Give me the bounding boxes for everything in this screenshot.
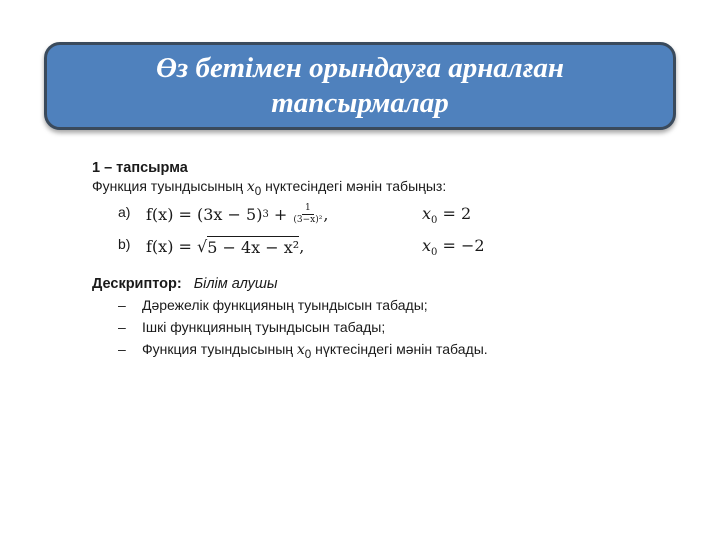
formula-b-radicand: 5 − 4x − x² <box>207 237 300 257</box>
task-intro <box>92 178 446 198</box>
descriptor-title: Дескриптор: <box>92 276 182 292</box>
list-item: – Дәрежелік функцияның туындысын табады; <box>118 294 488 316</box>
formula-a-power: 3 <box>262 208 269 220</box>
fraction-numerator: 1 <box>302 203 314 215</box>
fraction-denominator: (3−x)² <box>293 214 323 225</box>
descriptor-list <box>118 294 488 366</box>
list-item <box>118 338 488 366</box>
formula-a-start: f(x) = (3x − 5) <box>146 204 263 224</box>
descriptor-subtitle: Білім алушы <box>193 276 278 292</box>
item-text-before: Функция туындысының <box>142 341 297 357</box>
formula-a-tail: , <box>323 204 329 224</box>
equation-a-point <box>422 204 471 226</box>
item-variable: x <box>296 342 305 358</box>
formula-a-fraction <box>293 203 322 226</box>
descriptor-section <box>92 276 612 361</box>
equation-b-label: b) <box>118 236 131 252</box>
page-title: Өз бетімен орындауға арналған тапсырмалар <box>155 52 564 119</box>
equation-a-formula <box>146 202 328 226</box>
point-b-subscript: 0 <box>431 247 438 259</box>
intro-subscript: 0 <box>254 184 262 198</box>
point-b-variable: x <box>422 236 432 255</box>
list-item: – Ішкі функцияның туындысын табады; <box>118 316 488 338</box>
formula-b-start: f(x) = √ <box>146 236 208 256</box>
equation-b-formula <box>146 234 304 258</box>
point-a-subscript: 0 <box>431 215 438 227</box>
point-b-value: = −2 <box>437 236 485 255</box>
formula-b-tail: , <box>299 236 305 256</box>
item-text-after: нүктесіндегі мәнін табады. <box>311 341 488 357</box>
point-a-variable: x <box>422 204 432 223</box>
intro-variable: x <box>246 179 255 195</box>
descriptor-heading <box>92 276 612 292</box>
equation-b-point <box>422 236 485 258</box>
intro-text-after: нүктесіндегі мәнін табыңыз: <box>261 178 447 194</box>
point-a-value: = 2 <box>437 204 472 223</box>
item-subscript: 0 <box>304 347 312 361</box>
formula-a-plus: + <box>268 204 293 224</box>
intro-text-before: Функция туындысының <box>92 178 247 194</box>
title-banner <box>44 42 676 130</box>
task-title: 1 – тапсырма <box>92 160 188 176</box>
equation-a-label: a) <box>118 204 131 220</box>
